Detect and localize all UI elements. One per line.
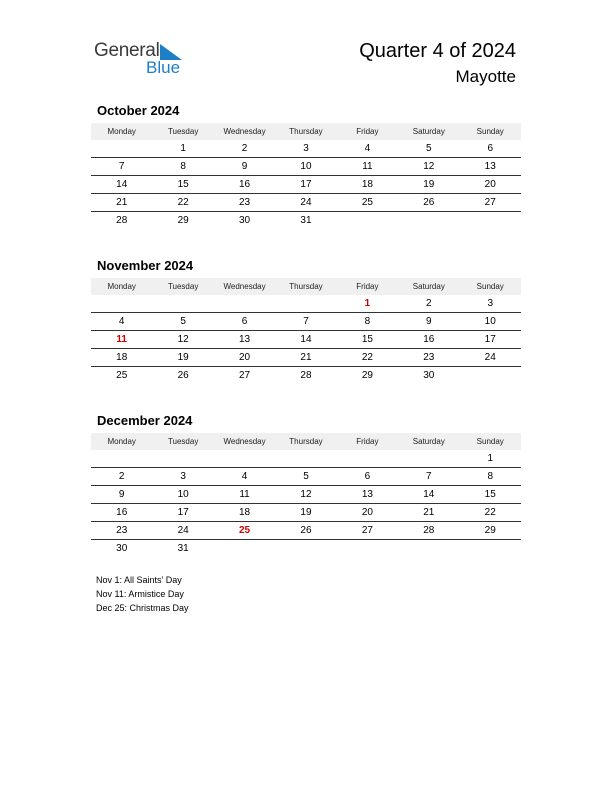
- week-row: [91, 468, 521, 486]
- day-cell: 20: [238, 352, 251, 363]
- day-cell: 4: [364, 143, 371, 154]
- holiday-notes: [96, 573, 189, 615]
- day-cell: 6: [241, 316, 248, 327]
- day-cell: 15: [361, 334, 373, 345]
- day-cell: 30: [238, 215, 251, 226]
- weekday-label: Saturday: [412, 437, 445, 446]
- month-title: October 2024: [97, 103, 180, 118]
- month-title: November 2024: [97, 258, 194, 273]
- day-cell: 11: [362, 161, 373, 172]
- day-cell: 14: [116, 179, 128, 190]
- day-cell: 13: [484, 161, 496, 172]
- weekday-label: Sunday: [476, 127, 504, 136]
- day-cell: 9: [118, 489, 125, 500]
- weekday-label: Wednesday: [223, 282, 266, 291]
- country-name: Mayotte: [455, 67, 516, 86]
- day-cell: 10: [484, 316, 496, 327]
- day-cell: 8: [364, 316, 371, 327]
- day-cell: 27: [361, 525, 373, 536]
- weekday-header: [91, 123, 521, 140]
- day-cell: 2: [118, 471, 125, 482]
- day-cell: 3: [487, 298, 494, 309]
- week-row: [91, 331, 521, 349]
- week-row: [91, 140, 521, 158]
- day-cell: 2: [241, 143, 248, 154]
- day-cell: 1: [487, 453, 494, 464]
- day-cell: 27: [484, 197, 496, 208]
- week-row: [91, 295, 521, 313]
- day-cell: 22: [484, 507, 496, 518]
- weekday-label: Wednesday: [223, 437, 266, 446]
- day-cell: 28: [300, 370, 312, 381]
- day-cell: 3: [303, 143, 309, 154]
- week-row: [91, 176, 521, 194]
- day-cell: 29: [484, 525, 496, 536]
- day-cell: 29: [361, 370, 373, 381]
- day-cell: 21: [116, 197, 128, 208]
- logo-general-text: General: [94, 40, 160, 61]
- week-row: [91, 212, 521, 229]
- day-cell: 30: [423, 370, 435, 381]
- day-cell: 19: [177, 352, 189, 363]
- month-title: December 2024: [97, 413, 193, 428]
- weekday-label: Sunday: [476, 437, 504, 446]
- weekday-label: Saturday: [412, 127, 445, 136]
- calendar-grid: [91, 295, 521, 384]
- day-cell: 19: [423, 179, 435, 190]
- holiday-note: Dec 25: Christmas Day: [96, 603, 189, 613]
- day-cell: 12: [423, 161, 435, 172]
- day-cell: 18: [361, 179, 373, 190]
- day-cell: 19: [300, 507, 312, 518]
- logo-blue-text: Blue: [146, 58, 181, 77]
- day-cell: 20: [361, 507, 373, 518]
- day-cell: 23: [423, 352, 435, 363]
- month-november: [91, 257, 521, 384]
- day-cell: 26: [300, 525, 312, 536]
- day-cell: 7: [303, 316, 309, 327]
- weekday-label: Sunday: [476, 282, 504, 291]
- day-cell: 11: [239, 489, 250, 500]
- day-cell: 20: [484, 179, 496, 190]
- day-cell: 31: [177, 543, 189, 554]
- day-cell: 16: [116, 507, 128, 518]
- weekday-label: Monday: [107, 127, 136, 136]
- day-cell: 22: [177, 197, 189, 208]
- weekday-label: Friday: [356, 437, 379, 446]
- weekday-label: Wednesday: [223, 127, 266, 136]
- day-cell: 4: [118, 316, 125, 327]
- page-title: Quarter 4 of 2024: [359, 40, 516, 62]
- day-cell: 4: [241, 471, 248, 482]
- week-row: [91, 349, 521, 367]
- day-cell: 7: [118, 161, 125, 172]
- day-cell: 9: [426, 316, 432, 327]
- month-october: [91, 102, 521, 229]
- day-cell: 7: [426, 471, 432, 482]
- day-cell: 15: [177, 179, 189, 190]
- week-row: [91, 504, 521, 522]
- day-cell: 15: [484, 489, 496, 500]
- day-cell: 22: [361, 352, 373, 363]
- day-cell: 14: [423, 489, 435, 500]
- day-cell: 11: [116, 334, 127, 345]
- weekday-label: Monday: [107, 437, 136, 446]
- week-row: [91, 450, 521, 468]
- day-cell: 5: [303, 471, 309, 482]
- day-cell: 10: [300, 161, 312, 172]
- day-cell: 6: [487, 143, 494, 154]
- day-cell: 3: [180, 471, 186, 482]
- day-cell: 28: [423, 525, 435, 536]
- weekday-label: Monday: [107, 282, 136, 291]
- day-cell: 24: [177, 525, 189, 536]
- day-cell: 8: [487, 471, 494, 482]
- weekday-label: Tuesday: [167, 282, 199, 291]
- weekday-label: Friday: [356, 282, 379, 291]
- day-cell: 21: [423, 507, 435, 518]
- day-cell: 29: [177, 215, 189, 226]
- weekday-label: Thursday: [289, 127, 323, 136]
- day-cell: 16: [238, 179, 251, 190]
- week-row: [91, 522, 521, 540]
- weekday-label: Saturday: [412, 282, 445, 291]
- calendar-grid: [91, 450, 521, 557]
- weekday-header: [91, 433, 521, 450]
- calendar-grid: [91, 140, 521, 229]
- day-cell: 12: [177, 334, 189, 345]
- day-cell: 27: [238, 370, 251, 381]
- day-cell: 5: [426, 143, 432, 154]
- day-cell: 8: [180, 161, 186, 172]
- day-cell: 1: [364, 298, 371, 309]
- day-cell: 18: [238, 507, 251, 518]
- day-cell: 26: [423, 197, 435, 208]
- day-cell: 13: [238, 334, 251, 345]
- month-december: [91, 412, 521, 557]
- holiday-note: Nov 1: All Saints’ Day: [96, 575, 182, 585]
- weekday-label: Friday: [356, 127, 379, 136]
- day-cell: 6: [364, 471, 371, 482]
- weekday-label: Thursday: [289, 282, 323, 291]
- week-row: [91, 158, 521, 176]
- day-cell: 13: [361, 489, 373, 500]
- weekday-label: Tuesday: [167, 437, 199, 446]
- day-cell: 2: [426, 298, 432, 309]
- day-cell: 23: [238, 197, 251, 208]
- day-cell: 9: [241, 161, 248, 172]
- weekday-label: Thursday: [289, 437, 323, 446]
- day-cell: 24: [484, 352, 496, 363]
- day-cell: 30: [116, 543, 128, 554]
- day-cell: 17: [484, 334, 496, 345]
- week-row: [91, 313, 521, 331]
- day-cell: 28: [116, 215, 128, 226]
- week-row: [91, 194, 521, 212]
- day-cell: 17: [177, 507, 189, 518]
- day-cell: 16: [423, 334, 435, 345]
- day-cell: 25: [238, 525, 251, 536]
- logo: [94, 40, 194, 80]
- day-cell: 1: [180, 143, 186, 154]
- day-cell: 17: [300, 179, 312, 190]
- day-cell: 24: [300, 197, 312, 208]
- day-cell: 12: [300, 489, 312, 500]
- holiday-note: Nov 11: Armistice Day: [96, 589, 184, 599]
- day-cell: 25: [116, 370, 128, 381]
- weekday-label: Tuesday: [167, 127, 199, 136]
- day-cell: 18: [116, 352, 128, 363]
- day-cell: 25: [361, 197, 373, 208]
- week-row: [91, 367, 521, 384]
- day-cell: 23: [116, 525, 128, 536]
- day-cell: 14: [300, 334, 312, 345]
- week-row: [91, 540, 521, 557]
- weekday-header: [91, 278, 521, 295]
- day-cell: 31: [300, 215, 312, 226]
- day-cell: 5: [180, 316, 186, 327]
- day-cell: 10: [177, 489, 189, 500]
- day-cell: 26: [177, 370, 189, 381]
- day-cell: 21: [300, 352, 312, 363]
- week-row: [91, 486, 521, 504]
